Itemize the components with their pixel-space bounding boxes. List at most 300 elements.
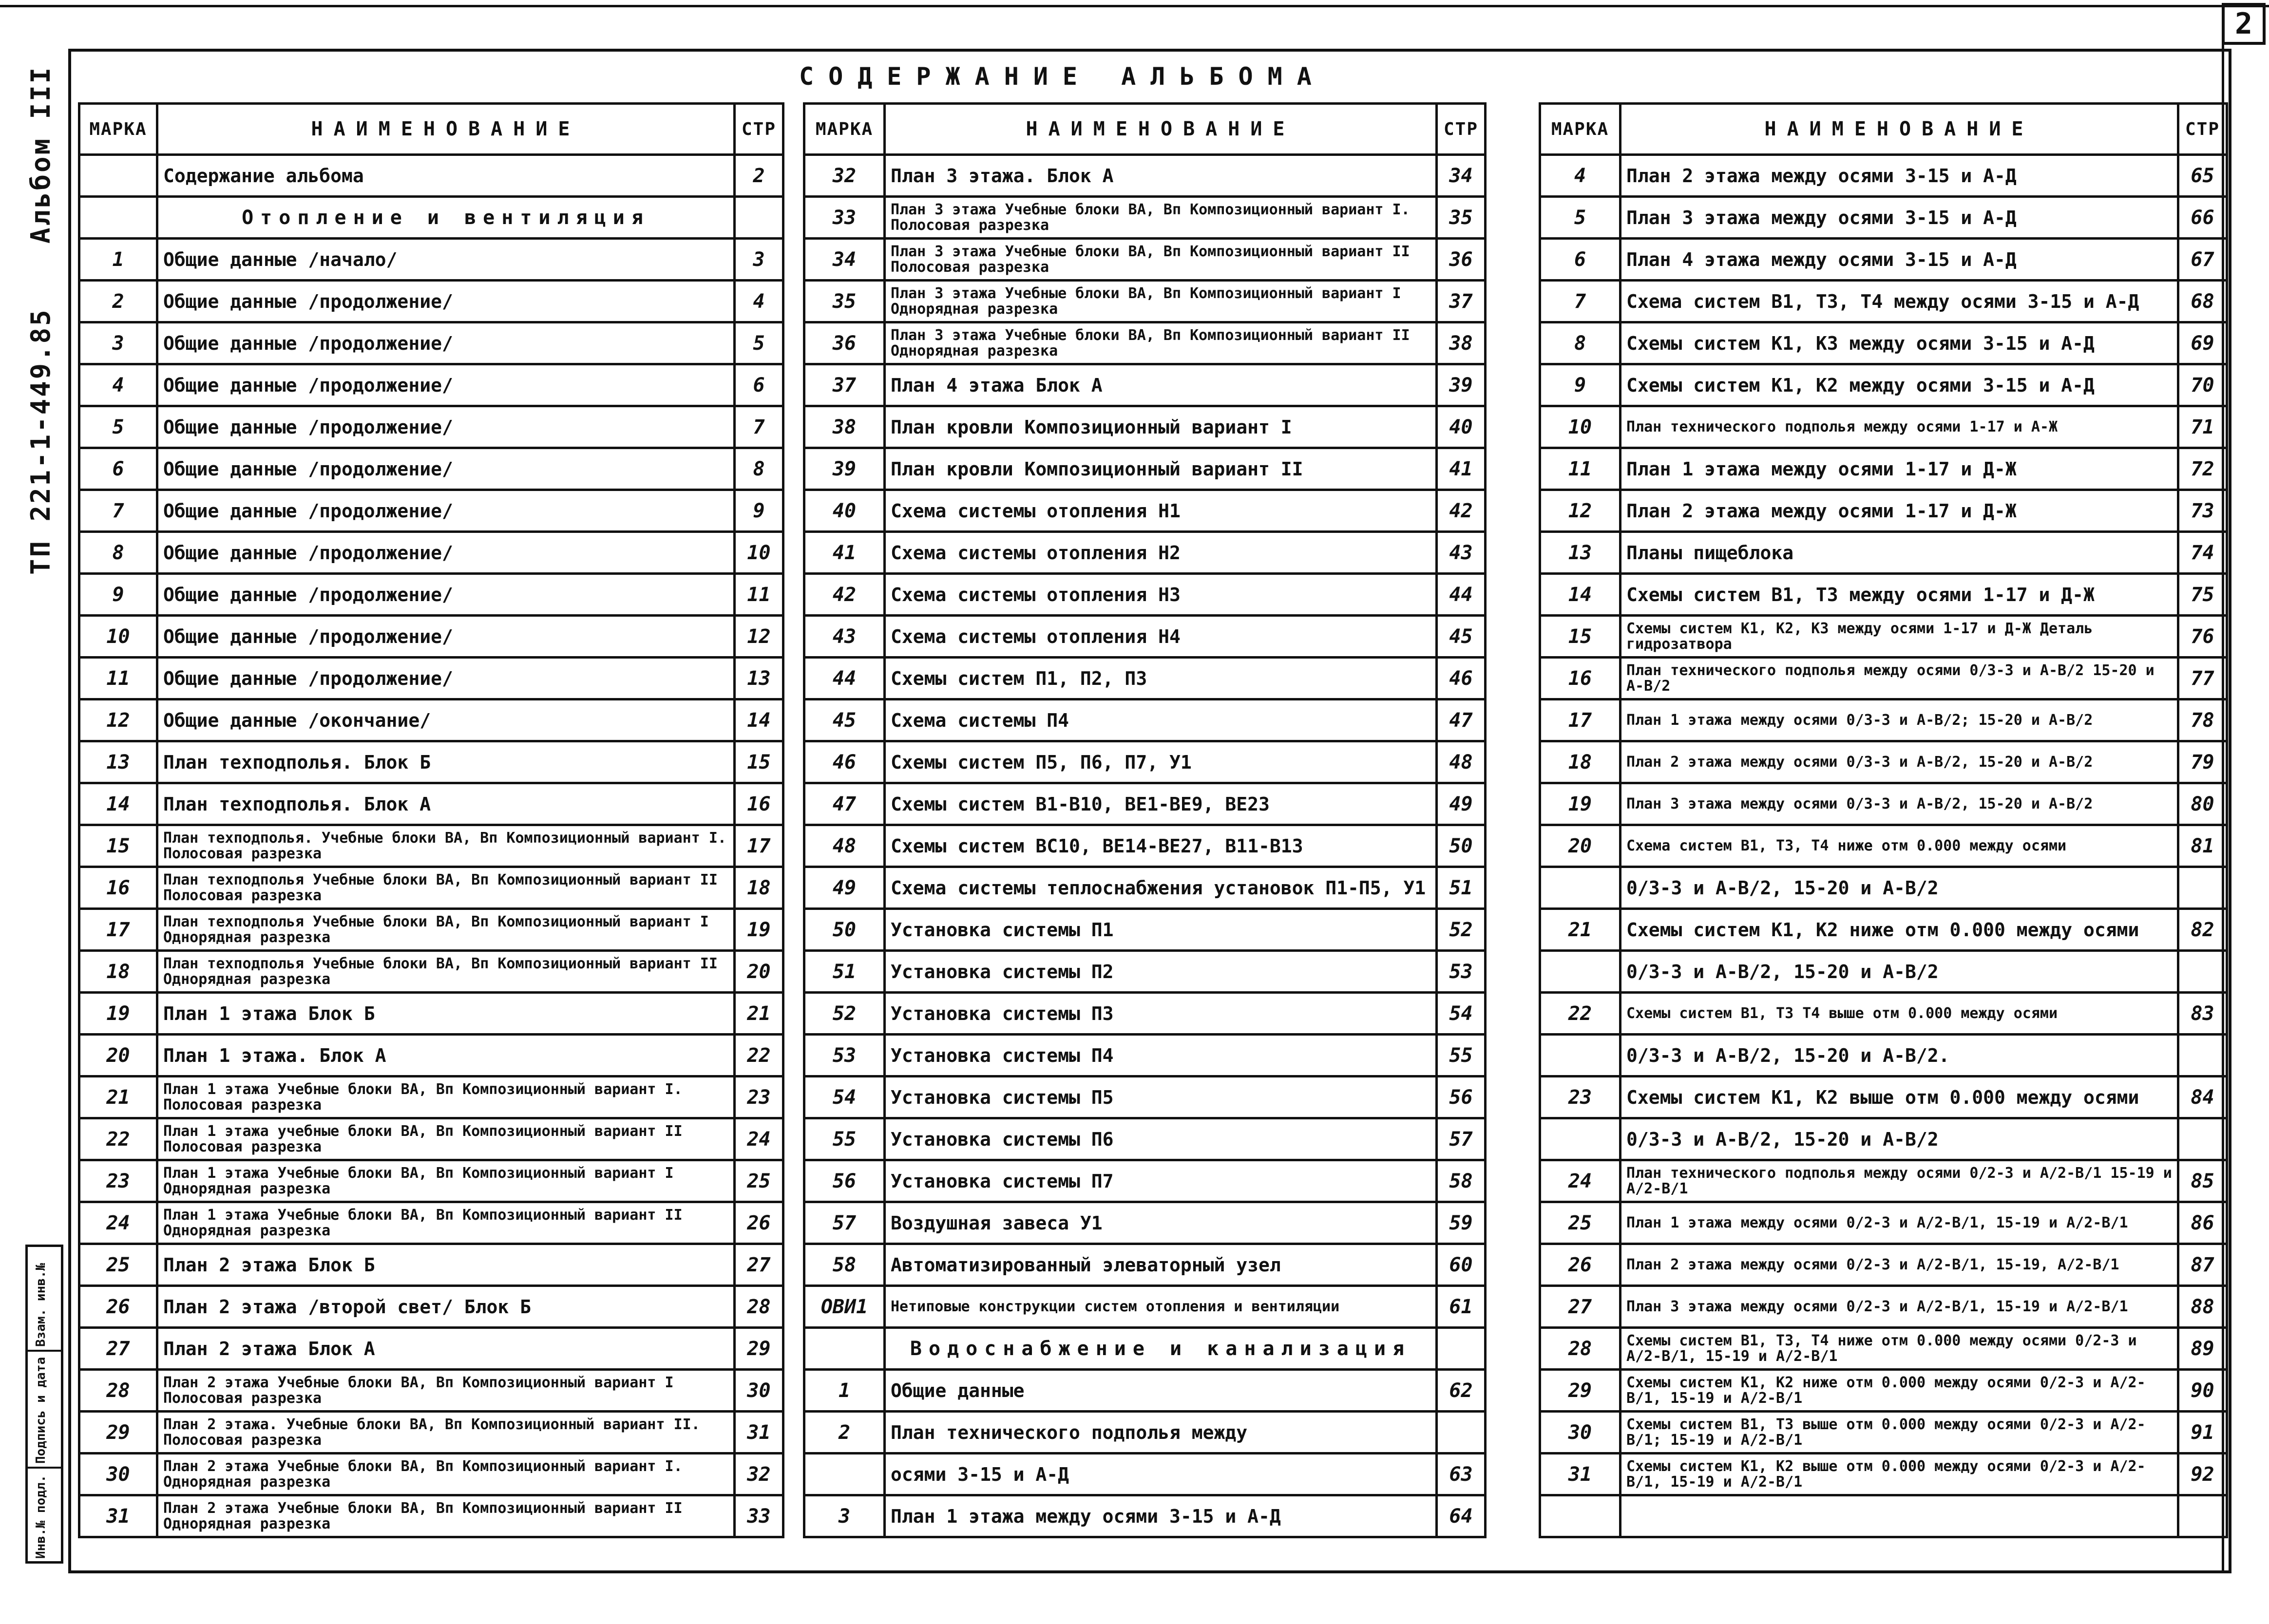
row-page: 31 xyxy=(735,1412,783,1454)
row-page xyxy=(2178,951,2227,993)
row-page xyxy=(1437,1412,1486,1454)
row-page: 72 xyxy=(2178,448,2227,490)
row-mark: 10 xyxy=(79,616,157,658)
table-row xyxy=(804,1412,1486,1454)
row-mark: 30 xyxy=(1540,1412,1621,1454)
row-name: План 3 этажа. Блок А xyxy=(885,155,1437,197)
row-page: 60 xyxy=(1437,1244,1486,1286)
row-name: Содержание альбома xyxy=(157,155,735,197)
row-name: План 1 этажа между осями 0/3-3 и А-В/2; 15-20 и А-В/2 xyxy=(1621,699,2178,741)
approval-stamp xyxy=(25,1245,63,1564)
row-name: План 1 этажа учебные блоки ВА, Вп Композиционный вариант II Полосовая разрезка xyxy=(157,1118,735,1160)
row-name: План 3 этажа между осями 0/2-3 и А/2-В/1, 15-19 и А/2-В/1 xyxy=(1621,1286,2178,1328)
row-mark xyxy=(804,1328,885,1370)
row-mark: 41 xyxy=(804,532,885,574)
row-mark: 37 xyxy=(804,364,885,406)
row-mark: 17 xyxy=(79,909,157,951)
row-page: 8 xyxy=(735,448,783,490)
row-page: 47 xyxy=(1437,699,1486,741)
table-row xyxy=(79,867,783,909)
row-page: 39 xyxy=(1437,364,1486,406)
table-row xyxy=(1540,197,2227,239)
row-mark: 14 xyxy=(79,783,157,825)
row-mark: 31 xyxy=(79,1495,157,1537)
table-row xyxy=(1540,490,2227,532)
table-row xyxy=(79,658,783,699)
row-mark: 21 xyxy=(79,1076,157,1118)
row-name: План технического подполья между осями 0/3-3 и А-В/2 15-20 и А-В/2 xyxy=(1621,658,2178,699)
table-row xyxy=(1540,825,2227,867)
table-row xyxy=(79,993,783,1035)
table-header-row xyxy=(804,104,1486,155)
row-mark: 24 xyxy=(79,1202,157,1244)
row-mark: 13 xyxy=(79,741,157,783)
row-page: 20 xyxy=(735,951,783,993)
table-row xyxy=(79,825,783,867)
row-name: План 4 этажа Блок А xyxy=(885,364,1437,406)
table-row xyxy=(1540,1328,2227,1370)
row-mark: 26 xyxy=(79,1286,157,1328)
row-mark: 2 xyxy=(79,281,157,322)
row-mark: 52 xyxy=(804,993,885,1035)
album-label: Альбом III xyxy=(25,65,56,244)
row-name: План техподполья. Учебные блоки ВА, Вп Композиционный вариант I. Полосовая разрезка xyxy=(157,825,735,867)
table-row xyxy=(804,406,1486,448)
table-row xyxy=(804,448,1486,490)
row-name: Общие данные /продолжение/ xyxy=(157,322,735,364)
row-mark: 42 xyxy=(804,574,885,616)
row-name: План техподполья. Блок А xyxy=(157,783,735,825)
row-name: План технического подполья между xyxy=(885,1412,1437,1454)
row-mark: 24 xyxy=(1540,1160,1621,1202)
row-mark: 29 xyxy=(1540,1370,1621,1412)
table-row xyxy=(804,1118,1486,1160)
row-mark: 22 xyxy=(79,1118,157,1160)
row-page: 18 xyxy=(735,867,783,909)
row-name: План техподполья Учебные блоки ВА, Вп Композиционный вариант II Полосовая разрезка xyxy=(157,867,735,909)
row-name: План 3 этажа между осями 3-15 и А-Д xyxy=(1621,197,2178,239)
row-page: 38 xyxy=(1437,322,1486,364)
table-row xyxy=(1540,1495,2227,1537)
table-row xyxy=(804,532,1486,574)
row-page: 19 xyxy=(735,909,783,951)
row-name: Схемы систем В1, Т3 между осями 1-17 и Д-Ж xyxy=(1621,574,2178,616)
row-mark: 13 xyxy=(1540,532,1621,574)
table-row xyxy=(1540,574,2227,616)
row-page: 45 xyxy=(1437,616,1486,658)
row-page: 11 xyxy=(735,574,783,616)
project-code: ТП 221-1-449.85 xyxy=(25,308,56,575)
row-name: План технического подполья между осями 1-17 и А-Ж xyxy=(1621,406,2178,448)
table-row xyxy=(1540,993,2227,1035)
header-name: НАИМЕНОВАНИЕ xyxy=(885,104,1437,155)
table-row xyxy=(804,1076,1486,1118)
row-mark xyxy=(1540,1118,1621,1160)
row-page: 79 xyxy=(2178,741,2227,783)
row-mark: 20 xyxy=(1540,825,1621,867)
table-row xyxy=(804,1370,1486,1412)
row-page: 86 xyxy=(2178,1202,2227,1244)
row-mark: 54 xyxy=(804,1076,885,1118)
row-name: Схема систем В1, Т3, Т4 между осями 3-15 и А-Д xyxy=(1621,281,2178,322)
table-row xyxy=(804,867,1486,909)
row-mark: 27 xyxy=(1540,1286,1621,1328)
table-row xyxy=(1540,322,2227,364)
row-name: 0/3-3 и А-В/2, 15-20 и А-В/2. xyxy=(1621,1035,2178,1076)
row-name: Схемы систем В1-В10, ВЕ1-ВЕ9, ВЕ23 xyxy=(885,783,1437,825)
row-name: Схема системы отопления Н4 xyxy=(885,616,1437,658)
row-name: План 1 этажа между осями 0/2-3 и А/2-В/1, 15-19 и А/2-В/1 xyxy=(1621,1202,2178,1244)
row-page: 30 xyxy=(735,1370,783,1412)
table-row xyxy=(79,364,783,406)
table-row xyxy=(1540,1076,2227,1118)
row-page: 7 xyxy=(735,406,783,448)
row-name: Схемы систем К1, К2, К3 между осями 1-17 и Д-Ж Деталь гидрозатвора xyxy=(1621,616,2178,658)
row-name: Схемы систем П1, П2, П3 xyxy=(885,658,1437,699)
row-mark: 28 xyxy=(79,1370,157,1412)
table-row xyxy=(79,1370,783,1412)
row-mark: 30 xyxy=(79,1454,157,1495)
table-row xyxy=(1540,1454,2227,1495)
table-row xyxy=(79,1454,783,1495)
row-page: 69 xyxy=(2178,322,2227,364)
row-page: 65 xyxy=(2178,155,2227,197)
row-page: 32 xyxy=(735,1454,783,1495)
row-page: 26 xyxy=(735,1202,783,1244)
row-page: 4 xyxy=(735,281,783,322)
table-row xyxy=(804,364,1486,406)
row-mark: 1 xyxy=(804,1370,885,1412)
row-mark: 17 xyxy=(1540,699,1621,741)
row-mark: 7 xyxy=(79,490,157,532)
row-mark: 49 xyxy=(804,867,885,909)
table-row xyxy=(1540,1035,2227,1076)
row-page: 50 xyxy=(1437,825,1486,867)
row-page: 74 xyxy=(2178,532,2227,574)
row-page: 67 xyxy=(2178,239,2227,281)
row-mark: 39 xyxy=(804,448,885,490)
row-name xyxy=(1621,1495,2178,1537)
row-name: Общие данные xyxy=(885,1370,1437,1412)
row-page: 33 xyxy=(735,1495,783,1537)
row-name: Схемы систем К1, К2 ниже отм 0.000 между осями xyxy=(1621,909,2178,951)
row-name: План 2 этажа между осями 3-15 и А-Д xyxy=(1621,155,2178,197)
row-mark: 29 xyxy=(79,1412,157,1454)
row-name: План 2 этажа Учебные блоки ВА, Вп Композиционный вариант I Полосовая разрезка xyxy=(157,1370,735,1412)
row-name: Общие данные /продолжение/ xyxy=(157,574,735,616)
row-mark: 48 xyxy=(804,825,885,867)
row-page: 27 xyxy=(735,1244,783,1286)
row-page: 73 xyxy=(2178,490,2227,532)
row-page: 36 xyxy=(1437,239,1486,281)
row-name: Схемы систем ВС10, ВЕ14-ВЕ27, В11-В13 xyxy=(885,825,1437,867)
row-page xyxy=(1437,1328,1486,1370)
row-name: Общие данные /продолжение/ xyxy=(157,406,735,448)
row-mark: 46 xyxy=(804,741,885,783)
row-page: 88 xyxy=(2178,1286,2227,1328)
table-row xyxy=(804,993,1486,1035)
table-row xyxy=(804,951,1486,993)
row-page: 62 xyxy=(1437,1370,1486,1412)
row-name: Установка системы П4 xyxy=(885,1035,1437,1076)
row-page: 34 xyxy=(1437,155,1486,197)
row-name: Общие данные /продолжение/ xyxy=(157,532,735,574)
row-name: Схемы систем В1, Т3 Т4 выше отм 0.000 между осями xyxy=(1621,993,2178,1035)
row-mark: 5 xyxy=(1540,197,1621,239)
table-row xyxy=(79,1328,783,1370)
row-mark: 56 xyxy=(804,1160,885,1202)
row-page: 13 xyxy=(735,658,783,699)
row-mark: 19 xyxy=(79,993,157,1035)
row-mark: 15 xyxy=(1540,616,1621,658)
table-row xyxy=(79,1495,783,1537)
row-name: Общие данные /продолжение/ xyxy=(157,490,735,532)
table-row xyxy=(1540,867,2227,909)
row-mark xyxy=(1540,951,1621,993)
row-page: 35 xyxy=(1437,197,1486,239)
table-row xyxy=(1540,658,2227,699)
table-row xyxy=(79,1035,783,1076)
row-name: План 2 этажа между осями 0/2-3 и А/2-В/1, 15-19, А/2-В/1 xyxy=(1621,1244,2178,1286)
table-row xyxy=(79,1244,783,1286)
table-row xyxy=(1540,448,2227,490)
row-page: 57 xyxy=(1437,1118,1486,1160)
row-mark: 31 xyxy=(1540,1454,1621,1495)
table-row xyxy=(79,490,783,532)
row-page: 84 xyxy=(2178,1076,2227,1118)
row-name: Общие данные /окончание/ xyxy=(157,699,735,741)
table-row xyxy=(1540,239,2227,281)
row-page: 83 xyxy=(2178,993,2227,1035)
row-page: 43 xyxy=(1437,532,1486,574)
row-mark: 22 xyxy=(1540,993,1621,1035)
row-name: Схемы систем К1, К2 выше отм 0.000 между осями 0/2-3 и А/2-В/1, 15-19 и А/2-В/1 xyxy=(1621,1454,2178,1495)
row-name: Схемы систем П5, П6, П7, У1 xyxy=(885,741,1437,783)
stamp-label-replaced: Взам. инв.№ xyxy=(34,1263,48,1347)
row-mark: 7 xyxy=(1540,281,1621,322)
row-page: 3 xyxy=(735,239,783,281)
row-page: 21 xyxy=(735,993,783,1035)
row-mark: 36 xyxy=(804,322,885,364)
row-page: 15 xyxy=(735,741,783,783)
table-row xyxy=(804,239,1486,281)
row-page: 54 xyxy=(1437,993,1486,1035)
row-page: 10 xyxy=(735,532,783,574)
row-name: План 2 этажа между осями 0/3-3 и А-В/2, 15-20 и А-В/2 xyxy=(1621,741,2178,783)
table-row xyxy=(1540,364,2227,406)
row-name: Установка системы П2 xyxy=(885,951,1437,993)
row-page: 70 xyxy=(2178,364,2227,406)
table-row xyxy=(804,616,1486,658)
header-mark: МАРКА xyxy=(1540,104,1621,155)
table-row xyxy=(79,574,783,616)
row-page: 16 xyxy=(735,783,783,825)
row-page: 42 xyxy=(1437,490,1486,532)
row-page: 92 xyxy=(2178,1454,2227,1495)
row-name: 0/3-3 и А-В/2, 15-20 и А-В/2 xyxy=(1621,867,2178,909)
stamp-cell-replaced xyxy=(28,1247,61,1352)
table-row xyxy=(1540,909,2227,951)
row-name: План 2 этажа /второй свет/ Блок Б xyxy=(157,1286,735,1328)
row-mark: 25 xyxy=(79,1244,157,1286)
row-page: 37 xyxy=(1437,281,1486,322)
row-page: 53 xyxy=(1437,951,1486,993)
row-mark: 55 xyxy=(804,1118,885,1160)
row-name: Установка системы П3 xyxy=(885,993,1437,1035)
row-name: План 1 этажа Учебные блоки ВА, Вп Композиционный вариант I Однорядная разрезка xyxy=(157,1160,735,1202)
row-name: осями 3-15 и А-Д xyxy=(885,1454,1437,1495)
row-page: 91 xyxy=(2178,1412,2227,1454)
table-row xyxy=(1540,1286,2227,1328)
row-mark: 3 xyxy=(79,322,157,364)
row-name: План 3 этажа Учебные блоки ВА, Вп Композиционный вариант I Однорядная разрезка xyxy=(885,281,1437,322)
row-name: План кровли Композиционный вариант II xyxy=(885,448,1437,490)
table-row xyxy=(804,574,1486,616)
row-mark: 19 xyxy=(1540,783,1621,825)
row-name: Схемы систем В1, Т3, Т4 ниже отм 0.000 между осями 0/2-3 и А/2-В/1, 15-19 и А/2-В/1 xyxy=(1621,1328,2178,1370)
row-page xyxy=(2178,867,2227,909)
row-name: План 2 этажа между осями 1-17 и Д-Ж xyxy=(1621,490,2178,532)
table-row xyxy=(1540,281,2227,322)
row-mark: 2 xyxy=(804,1412,885,1454)
row-name: План 1 этажа. Блок А xyxy=(157,1035,735,1076)
row-mark: 43 xyxy=(804,616,885,658)
row-mark xyxy=(804,1454,885,1495)
row-name: Схемы систем К1, К2 между осями 3-15 и А-Д xyxy=(1621,364,2178,406)
row-page: 25 xyxy=(735,1160,783,1202)
table-row xyxy=(79,406,783,448)
stamp-cell-signature xyxy=(28,1352,61,1469)
row-name: План 2 этажа Учебные блоки ВА, Вп Композиционный вариант II Однорядная разрезка xyxy=(157,1495,735,1537)
table-row xyxy=(804,909,1486,951)
row-name: Общие данные /продолжение/ xyxy=(157,658,735,699)
table-row xyxy=(79,951,783,993)
table-row xyxy=(804,1160,1486,1202)
row-name: Установка системы П7 xyxy=(885,1160,1437,1202)
row-mark: 40 xyxy=(804,490,885,532)
sheet-top-edge xyxy=(0,5,2269,7)
row-name: Схема системы отопления Н1 xyxy=(885,490,1437,532)
row-mark: 11 xyxy=(1540,448,1621,490)
table-row xyxy=(1540,783,2227,825)
row-mark: 20 xyxy=(79,1035,157,1076)
row-mark: 1 xyxy=(79,239,157,281)
row-name: Схема системы отопления Н2 xyxy=(885,532,1437,574)
row-mark: 18 xyxy=(1540,741,1621,783)
page-number: 2 xyxy=(2234,7,2253,41)
table-row xyxy=(1540,1370,2227,1412)
row-mark: 28 xyxy=(1540,1328,1621,1370)
row-mark: 9 xyxy=(79,574,157,616)
table-row xyxy=(79,616,783,658)
row-mark: 44 xyxy=(804,658,885,699)
row-name: Схема системы П4 xyxy=(885,699,1437,741)
table-row xyxy=(79,239,783,281)
row-name: Воздушная завеса У1 xyxy=(885,1202,1437,1244)
table-row xyxy=(79,909,783,951)
row-mark: 8 xyxy=(1540,322,1621,364)
row-name: План 3 этажа Учебные блоки ВА, Вп Композиционный вариант I. Полосовая разрезка xyxy=(885,197,1437,239)
row-page: 52 xyxy=(1437,909,1486,951)
row-page: 82 xyxy=(2178,909,2227,951)
row-mark xyxy=(79,155,157,197)
stamp-label-inventory: Инв.№ подл. xyxy=(34,1474,48,1559)
row-name: 0/3-3 и А-В/2, 15-20 и А-В/2 xyxy=(1621,1118,2178,1160)
header-page: СТР xyxy=(2178,104,2227,155)
row-name: План 1 этажа Учебные блоки ВА, Вп Композиционный вариант II Однорядная разрезка xyxy=(157,1202,735,1244)
row-name: Установка системы П6 xyxy=(885,1118,1437,1160)
row-mark: 16 xyxy=(1540,658,1621,699)
row-page: 49 xyxy=(1437,783,1486,825)
row-page: 5 xyxy=(735,322,783,364)
row-mark: 4 xyxy=(1540,155,1621,197)
table-row xyxy=(804,1035,1486,1076)
table-row xyxy=(804,699,1486,741)
section-heading: Водоснабжение и канализация xyxy=(885,1328,1437,1370)
row-page: 61 xyxy=(1437,1286,1486,1328)
row-name: План 3 этажа Учебные блоки ВА, Вп Композиционный вариант II Полосовая разрезка xyxy=(885,239,1437,281)
row-page xyxy=(2178,1035,2227,1076)
row-name: Схемы систем К1, К2 ниже отм 0.000 между осями 0/2-3 и А/2-В/1, 15-19 и А/2-В/1 xyxy=(1621,1370,2178,1412)
row-name: 0/3-3 и А-В/2, 15-20 и А-В/2 xyxy=(1621,951,2178,993)
row-mark: 51 xyxy=(804,951,885,993)
row-mark: 50 xyxy=(804,909,885,951)
row-page: 78 xyxy=(2178,699,2227,741)
row-page: 89 xyxy=(2178,1328,2227,1370)
table-row xyxy=(804,1495,1486,1537)
row-name: Установка системы П5 xyxy=(885,1076,1437,1118)
row-mark: 25 xyxy=(1540,1202,1621,1244)
table-row xyxy=(1540,699,2227,741)
row-name: План технического подполья между осями 0/2-3 и А/2-В/1 15-19 и А/2-В/1 xyxy=(1621,1160,2178,1202)
table-row xyxy=(79,1412,783,1454)
row-mark: 23 xyxy=(1540,1076,1621,1118)
row-name: План 1 этажа между осями 1-17 и Д-Ж xyxy=(1621,448,2178,490)
table-row xyxy=(804,741,1486,783)
table-row xyxy=(1540,1202,2227,1244)
row-page: 40 xyxy=(1437,406,1486,448)
table-row xyxy=(79,155,783,197)
row-page: 66 xyxy=(2178,197,2227,239)
table-row xyxy=(804,155,1486,197)
table-row xyxy=(804,1454,1486,1495)
row-name: План 2 этажа Блок А xyxy=(157,1328,735,1370)
row-mark: 23 xyxy=(79,1160,157,1202)
row-mark: 6 xyxy=(79,448,157,490)
table-row xyxy=(79,322,783,364)
row-mark: 16 xyxy=(79,867,157,909)
table-row xyxy=(804,322,1486,364)
row-page: 12 xyxy=(735,616,783,658)
table-row xyxy=(79,783,783,825)
table-row xyxy=(804,658,1486,699)
table-row xyxy=(804,783,1486,825)
row-mark: ОВИ1 xyxy=(804,1286,885,1328)
row-mark: 34 xyxy=(804,239,885,281)
header-mark: МАРКА xyxy=(804,104,885,155)
table-row xyxy=(804,1286,1486,1328)
row-page: 77 xyxy=(2178,658,2227,699)
table-row xyxy=(79,1160,783,1202)
row-page: 75 xyxy=(2178,574,2227,616)
table-row xyxy=(1540,1118,2227,1160)
row-name: План техподполья. Блок Б xyxy=(157,741,735,783)
row-page: 81 xyxy=(2178,825,2227,867)
section-heading: Отопление и вентиляция xyxy=(157,197,735,239)
row-mark: 12 xyxy=(79,699,157,741)
row-page xyxy=(2178,1495,2227,1537)
row-mark: 26 xyxy=(1540,1244,1621,1286)
